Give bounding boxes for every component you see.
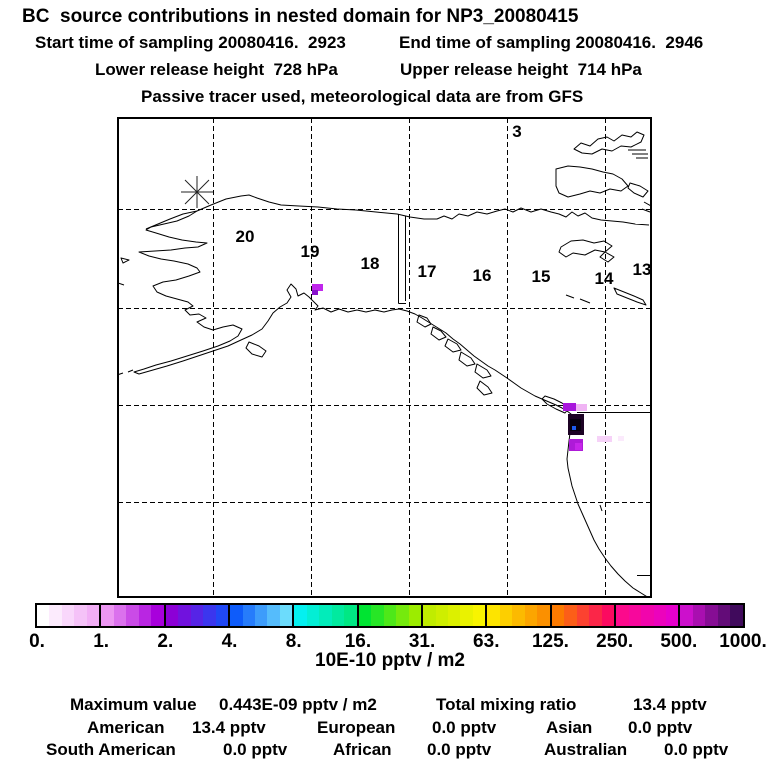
map-frame	[118, 118, 651, 597]
colorbar-cell	[243, 605, 255, 626]
tracer-note-label: Passive tracer used, meteorological data are from GFS	[141, 87, 584, 106]
colorbar-cell	[730, 605, 742, 626]
colorbar-cell	[564, 605, 576, 626]
stat-value: 0.0 pptv	[664, 740, 729, 759]
colorbar-cell	[460, 605, 472, 626]
colorbar-unit-label: 10E-10 pptv / m2	[315, 650, 465, 671]
coastline-islands	[107, 258, 602, 511]
colorbar-cell	[629, 605, 641, 626]
colorbar-cell	[485, 605, 499, 626]
stat-label: Asian	[546, 718, 593, 737]
source-patch	[572, 426, 576, 430]
stat-label: European	[317, 718, 396, 737]
star-marker	[181, 176, 213, 208]
colorbar-cell	[178, 605, 190, 626]
colorbar-cell	[693, 605, 705, 626]
colorbar-tick-label: 0.	[29, 631, 45, 652]
colorbar-tick-label: 2.	[157, 631, 174, 652]
colorbar-tick-label: 4.	[221, 631, 238, 652]
colorbar-cell	[267, 605, 279, 626]
colorbar-tick-label: 125.	[531, 631, 569, 652]
stat-value: 0.443E-09 pptv / m2	[219, 695, 377, 714]
colorbar-cell	[228, 605, 242, 626]
colorbar-cell	[421, 605, 435, 626]
colorbar-cell	[164, 605, 178, 626]
stat-label: American	[87, 718, 165, 737]
colorbar	[35, 603, 745, 628]
colorbar-tick-label: 1000.	[719, 631, 767, 652]
region-label: 16	[472, 266, 492, 285]
colorbar-cell	[473, 605, 485, 626]
colorbar-cell	[74, 605, 86, 626]
source-patch	[312, 284, 323, 291]
colorbar-cell	[550, 605, 564, 626]
colorbar-cell	[87, 605, 99, 626]
stat-value: 13.4 pptv	[633, 695, 707, 714]
colorbar-tick-label: 16.	[344, 631, 372, 652]
coastline	[107, 132, 651, 598]
region-label: 17	[417, 262, 437, 281]
source-patch	[576, 404, 587, 411]
stat-value: 13.4 pptv	[192, 718, 266, 737]
region-label: 13	[632, 260, 652, 279]
colorbar-cell	[500, 605, 512, 626]
colorbar-cell	[602, 605, 614, 626]
colorbar-cell	[151, 605, 163, 626]
colorbar-tick-label: 500.	[660, 631, 698, 652]
colorbar-cell	[319, 605, 331, 626]
colorbar-cell	[191, 605, 203, 626]
upper-release-label: Upper release height 714 hPa	[400, 60, 642, 79]
colorbar-cell	[37, 605, 49, 626]
colorbar-cell	[114, 605, 126, 626]
lower-release-label: Lower release height 728 hPa	[95, 60, 338, 79]
stat-label: Total mixing ratio	[436, 695, 577, 714]
stat-label: Maximum value	[70, 695, 197, 714]
colorbar-cell	[280, 605, 292, 626]
colorbar-cell	[436, 605, 448, 626]
stat-value: 0.0 pptv	[432, 718, 497, 737]
source-patch	[575, 443, 582, 450]
colorbar-cell	[203, 605, 215, 626]
stat-label: Australian	[544, 740, 628, 759]
colorbar-tick-label: 250.	[596, 631, 634, 652]
stat-label: South American	[46, 740, 176, 759]
colorbar-cell	[344, 605, 356, 626]
colorbar-cell	[577, 605, 589, 626]
colorbar-cell	[512, 605, 524, 626]
sampling-start-label: Start time of sampling 20080416. 2923	[35, 33, 346, 52]
colorbar-cell	[99, 605, 113, 626]
region-label: 19	[300, 242, 320, 261]
coastline-north	[146, 195, 649, 229]
colorbar-cell	[409, 605, 421, 626]
stat-value: 0.0 pptv	[427, 740, 492, 759]
colorbar-cell	[537, 605, 549, 626]
source-patch	[312, 290, 318, 295]
region-label: 18	[360, 254, 380, 273]
region-label: 14	[594, 269, 614, 288]
colorbar-cell	[589, 605, 601, 626]
colorbar-cell	[666, 605, 678, 626]
colorbar-cell	[678, 605, 692, 626]
region-label: 15	[531, 267, 551, 286]
colorbar-cell	[654, 605, 666, 626]
colorbar-cell	[614, 605, 628, 626]
colorbar-cell	[705, 605, 717, 626]
colorbar-cell	[292, 605, 306, 626]
region-label: 20	[235, 227, 255, 246]
stat-value: 0.0 pptv	[223, 740, 288, 759]
source-patch	[618, 436, 624, 441]
colorbar-cell	[525, 605, 537, 626]
colorbar-cell	[255, 605, 267, 626]
colorbar-cell	[62, 605, 74, 626]
grid-lines	[118, 118, 651, 597]
colorbar-tick-label: 1.	[93, 631, 110, 652]
colorbar-cell	[357, 605, 371, 626]
stat-value: 0.0 pptv	[628, 718, 693, 737]
region-label: 3	[512, 122, 522, 141]
colorbar-tick-label: 63.	[473, 631, 500, 652]
source-patch	[597, 436, 612, 442]
colorbar-cell	[371, 605, 383, 626]
colorbar-cell	[49, 605, 61, 626]
colorbar-cell	[384, 605, 396, 626]
colorbar-tick-label: 31.	[408, 631, 436, 652]
colorbar-cell	[448, 605, 460, 626]
region-labels	[236, 122, 652, 288]
source-patches	[312, 284, 624, 451]
colorbar-cell	[718, 605, 730, 626]
colorbar-cell	[139, 605, 151, 626]
colorbar-cell	[307, 605, 319, 626]
sampling-end-label: End time of sampling 20080416. 2946	[399, 33, 704, 52]
stat-label: African	[333, 740, 392, 759]
plot-title: BC source contributions in nested domain for NP3_20080415	[22, 6, 579, 27]
colorbar-cell	[396, 605, 408, 626]
colorbar-cell	[126, 605, 138, 626]
colorbar-cell	[641, 605, 653, 626]
colorbar-cell	[216, 605, 228, 626]
colorbar-cell	[332, 605, 344, 626]
source-patch	[563, 403, 576, 411]
colorbar-tick-label: 8.	[285, 631, 302, 652]
